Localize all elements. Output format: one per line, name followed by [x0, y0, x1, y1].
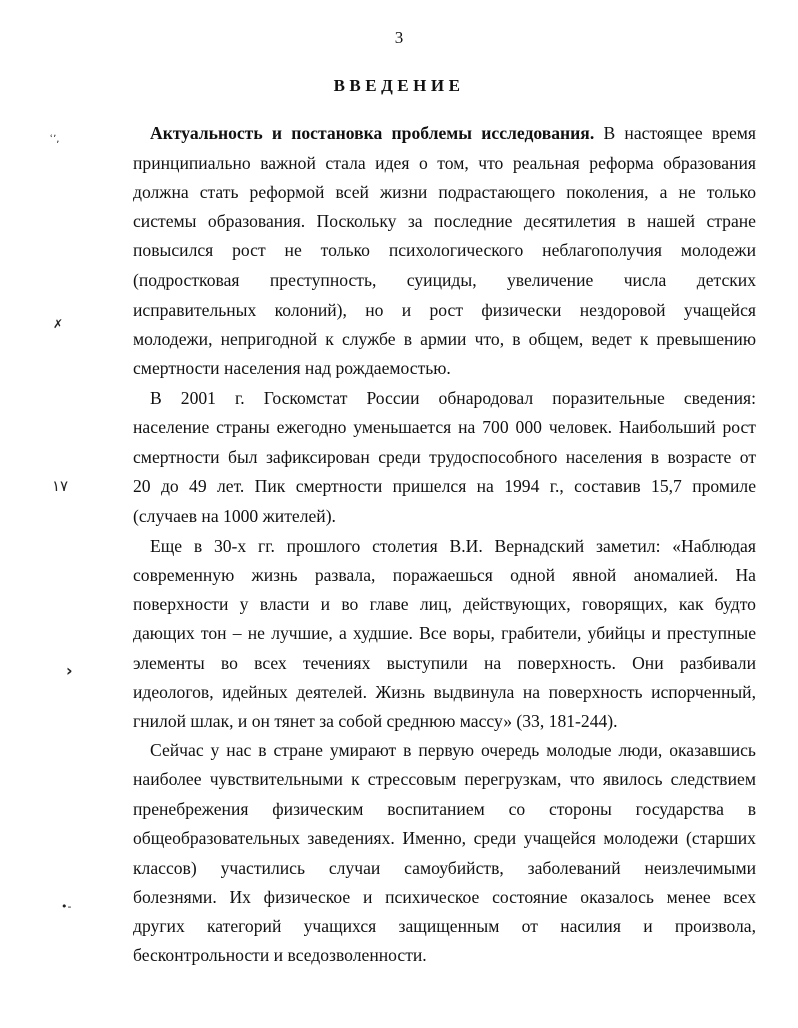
text-line: Сейчас у нас в стране умирают в первую очередь молодые люди, оказавшись [150, 740, 756, 760]
text-line: 20 до 49 лет. Пик смертности пришелся на 1994 г., составив 15,7 промиле [133, 476, 757, 496]
text-line: молодежи, непригодной к службе в армии что, в общем, ведет к превышению [133, 329, 756, 349]
text-line: смертности был зафиксирован среди трудоспособного населения в возрасте от [133, 447, 757, 467]
text-line: бесконтрольности и вседозволенности. [133, 945, 427, 965]
scan-mark-icon: •- [61, 900, 72, 913]
text-line [150, 122, 756, 144]
text-line: В 2001 г. Госкомстат России обнародовал поразительные сведения: [150, 388, 756, 408]
text-line: принципиально важной стала идея о том, что реальная реформа образования [133, 153, 756, 173]
text-line: (подростковая преступность, суициды, увеличение числа детских [133, 270, 757, 290]
text-line: современную жизнь развала, поражаешься одной явной аномалией. На [133, 565, 756, 585]
text-line: Еще в 30-х гг. прошлого столетия В.И. Вернадский заметил: «Наблюдая [150, 536, 756, 556]
text-line: дающих тон – не лучшие, а худшие. Все воры, грабители, убийцы и преступные [133, 623, 757, 643]
text-span: В настоящее время [594, 123, 757, 143]
scan-mark-icon: ١٧ [52, 477, 69, 495]
text-line: повысился рост не только психологического неблагополучия молодежи [133, 240, 756, 260]
text-line: должна стать реформой всей жизни подрастающего поколения, а не только [133, 182, 757, 202]
text-line: идеологов, идейных деятелей. Жизнь выдвинула на поверхность испорченный, [133, 682, 756, 702]
text-line: элементы во всех течениях выступили на поверхность. Они разбивали [133, 653, 756, 673]
scan-mark-icon: › [66, 661, 73, 680]
text-line: системы образования. Поскольку за последние десятилетия в нашей стране [133, 211, 756, 231]
page-number: 3 [394, 28, 404, 47]
text-line: общеобразовательных заведениях. Именно, среди учащейся молодежи (старших [133, 828, 756, 848]
text-line: исправительных колоний), но и рост физически нездоровой учащейся [133, 300, 756, 320]
section-heading: ВВЕДЕНИЕ [333, 76, 465, 95]
text-line: население страны ежегодно уменьшается на 700 000 человек. Наибольший рост [133, 417, 756, 437]
text-line: гнилой шлак, и он тянет за собой среднюю массу» (33, 181-244). [133, 711, 618, 731]
text-line: поверхности у власти и во главе лиц, действующих, говорящих, как будто [133, 594, 756, 614]
text-line: других категорий учащихся защищенным от насилия и произвола, [133, 916, 757, 936]
text-line: (случаев на 1000 жителей). [133, 506, 336, 526]
text-line: пренебрежения физическим воспитанием со стороны государства в [133, 799, 757, 819]
lead-in-bold: Актуальность и постановка проблемы исследования. [150, 123, 595, 143]
scan-mark-icon: ✗ [53, 317, 64, 331]
text-line: болезнями. Их физическое и психическое состояние оказалось менее всех [133, 887, 756, 907]
scan-mark-icon: ʿʼ, [50, 134, 60, 145]
text-line: наиболее чувствительными к стрессовым перегрузкам, что явилось следствием [133, 769, 756, 789]
text-line: классов) участились случаи самоубийств, заболеваний неизлечимыми [133, 858, 757, 878]
text-line: смертности населения над рождаемостью. [133, 358, 451, 378]
